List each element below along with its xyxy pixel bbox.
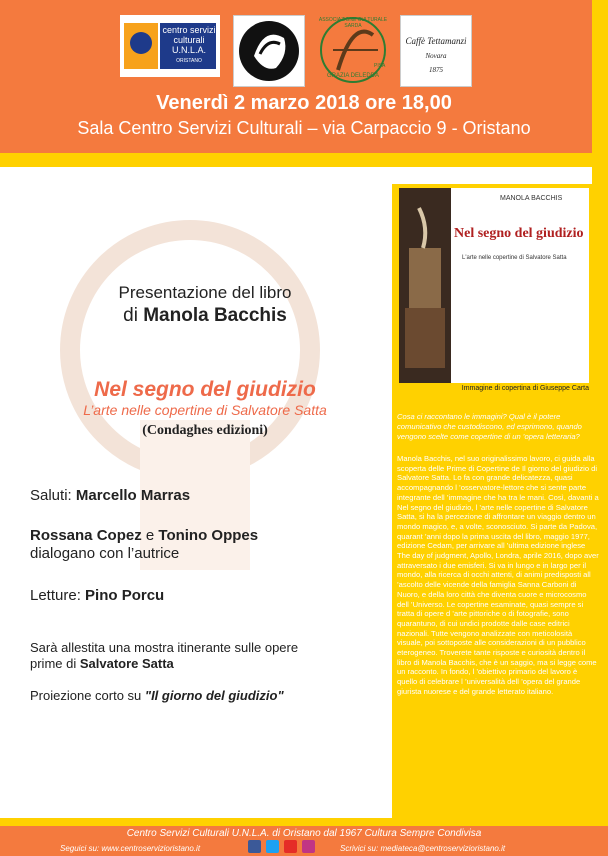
ring-text: ASSOCIAZIONE CULTURALE SARDA [318, 17, 388, 29]
cover-author: MANOLA BACCHIS [500, 195, 563, 202]
author-line [80, 305, 330, 327]
saluti-name: Marcello Marras [75, 487, 191, 504]
dialog-name1: Rossana Copez [30, 527, 142, 544]
mostra-prefix: prime di [30, 656, 80, 671]
description-intro: Cosa ci raccontano le immagini? Qual è il potere comunicativo che custodiscono, ed esprimono, quando vengono scelte come copertine di un ’opera letteraria? [397, 412, 582, 441]
book-subtitle: L’arte nelle copertine di Salvatore Satta [83, 402, 327, 418]
footer-yellow-band [0, 818, 608, 826]
cover-image [399, 188, 451, 383]
proiezione-title: "Il giorno del giudizio" [144, 688, 284, 703]
description-body: Manola Bacchis, nel suo originalissimo lavoro, ci guida alla scoperta delle Prime di Copertine de Il giorno del giudizio di Salvatore Satta. Lo fa con grande delicatezza, quasi accompagnando l ’osservatore-lettore che si sente parte integrante dell ’immagine che ha tra le mani. Così, davanti a Nel segno del giudizio, l ’arte nelle copertine di Salvatore Satta, si ha la percezione di affrontare un viaggio dentro un mondo magico, e, a volte, sconosciuto. Si parte da Padova, quarant ’anni dopo la prima uscita del libro, maggio 1977, edizione Cedam, per arrivare all ’ultima edizione inglese The day of judgment, Apollo, Londra, aprile 2016, dopo aver attraversato i due emisferi. Si va in lungo e in largo per il mondo, alla ricerca di occhi attenti, di animi predisposti all ’ascolto delle vicende della famiglia Sanna Carboni di Nuoro, e della loro città che diventa cuore e microcosmo dell ’Universo. Le copertine esaminate, quasi sempre si tratta di opere d ’arte pittoriche o di fotografie, sono quarantuno, di cui undici prodotte dalle case editrici nazionali. Tutte vengono analizzate con meticolosità visuale, poi sottoposte alle considerazioni di un pubblico eterogeneo. Troverete tante risposte e curiosità dentro il libro di Manola Bacchis, che è un saggio, ma si legge come un racconto. In fondo, l ’obiettivo primario del lavoro è quello di celebrare l ’universalità dell ’opera del grande giurista nuorese e del grande letterato italiano. [397, 454, 599, 696]
author-name: Manola Bacchis [143, 305, 287, 326]
mostra-line2 [30, 656, 174, 671]
footer-email-link[interactable]: Scrivici su: mediateca@centroservizioristano.it [340, 844, 506, 853]
twitter-icon[interactable] [266, 840, 279, 853]
instagram-icon[interactable] [302, 840, 315, 853]
dialog-name2: Tonino Oppes [158, 527, 259, 544]
unla-subtext: ORISTANO [176, 58, 202, 64]
letture-label: Letture: [30, 587, 86, 604]
unla-logo [120, 15, 220, 77]
dialog-rest: dialogano con l’autrice [30, 545, 180, 562]
cover-credit: Immagine di copertina di Giuseppe Carta [461, 385, 589, 392]
mostra-line1: Sarà allestita una mostra itinerante sulle opere [30, 640, 299, 655]
footer-follow-link[interactable]: Seguici su: www.centroservizioristano.it [60, 844, 201, 853]
proiezione-prefix: Proiezione corto su [30, 688, 145, 703]
grazia-deledda-logo [318, 15, 388, 85]
cover-subtitle: L'arte nelle copertine di Salvatore Satta [462, 255, 567, 261]
publisher: (Condaghes edizioni) [142, 423, 268, 438]
saluti-line [30, 487, 190, 504]
book-title: Nel segno del giudizio [94, 378, 316, 401]
cover-title: Nel segno del giudizio [454, 226, 584, 241]
author-prefix: di [123, 305, 144, 326]
footer-tagline: Centro Servizi Culturali U.N.L.A. di Oristano dal 1967 Cultura Sempre Condivisa [126, 828, 482, 839]
presentation-line: Presentazione del libro [118, 283, 292, 302]
youtube-icon[interactable] [284, 840, 297, 853]
dialog-and: e [141, 527, 159, 544]
caffe-name: Caffè Tettamanzi [405, 36, 467, 46]
dialog-line [30, 527, 258, 544]
caffe-city: Novara [425, 52, 447, 60]
letture-line [30, 587, 164, 604]
facebook-icon[interactable] [248, 840, 261, 853]
event-venue: Sala Centro Servizi Culturali – via Carpaccio 9 - Oristano [77, 118, 531, 138]
letture-name: Pino Porcu [85, 587, 165, 604]
warrior-logo [233, 15, 305, 87]
unla-text: centro servizi culturali U.N.L.A. [162, 25, 216, 55]
header-yellow-band [0, 153, 608, 167]
ring-name: GRAZIA DELEDDA [326, 73, 379, 79]
saluti-label: Saluti: [30, 487, 76, 504]
warrior-head-icon [234, 16, 304, 86]
proiezione-line [30, 688, 284, 703]
caffe-tettamanzi-logo [400, 15, 472, 87]
caffe-year: 1875 [429, 66, 443, 74]
event-date: Venerdì 2 marzo 2018 ore 18,00 [156, 92, 452, 114]
stacked-books-icon [399, 188, 451, 383]
mostra-name: Salvatore Satta [79, 656, 174, 671]
ring-city: PISA [374, 63, 386, 69]
